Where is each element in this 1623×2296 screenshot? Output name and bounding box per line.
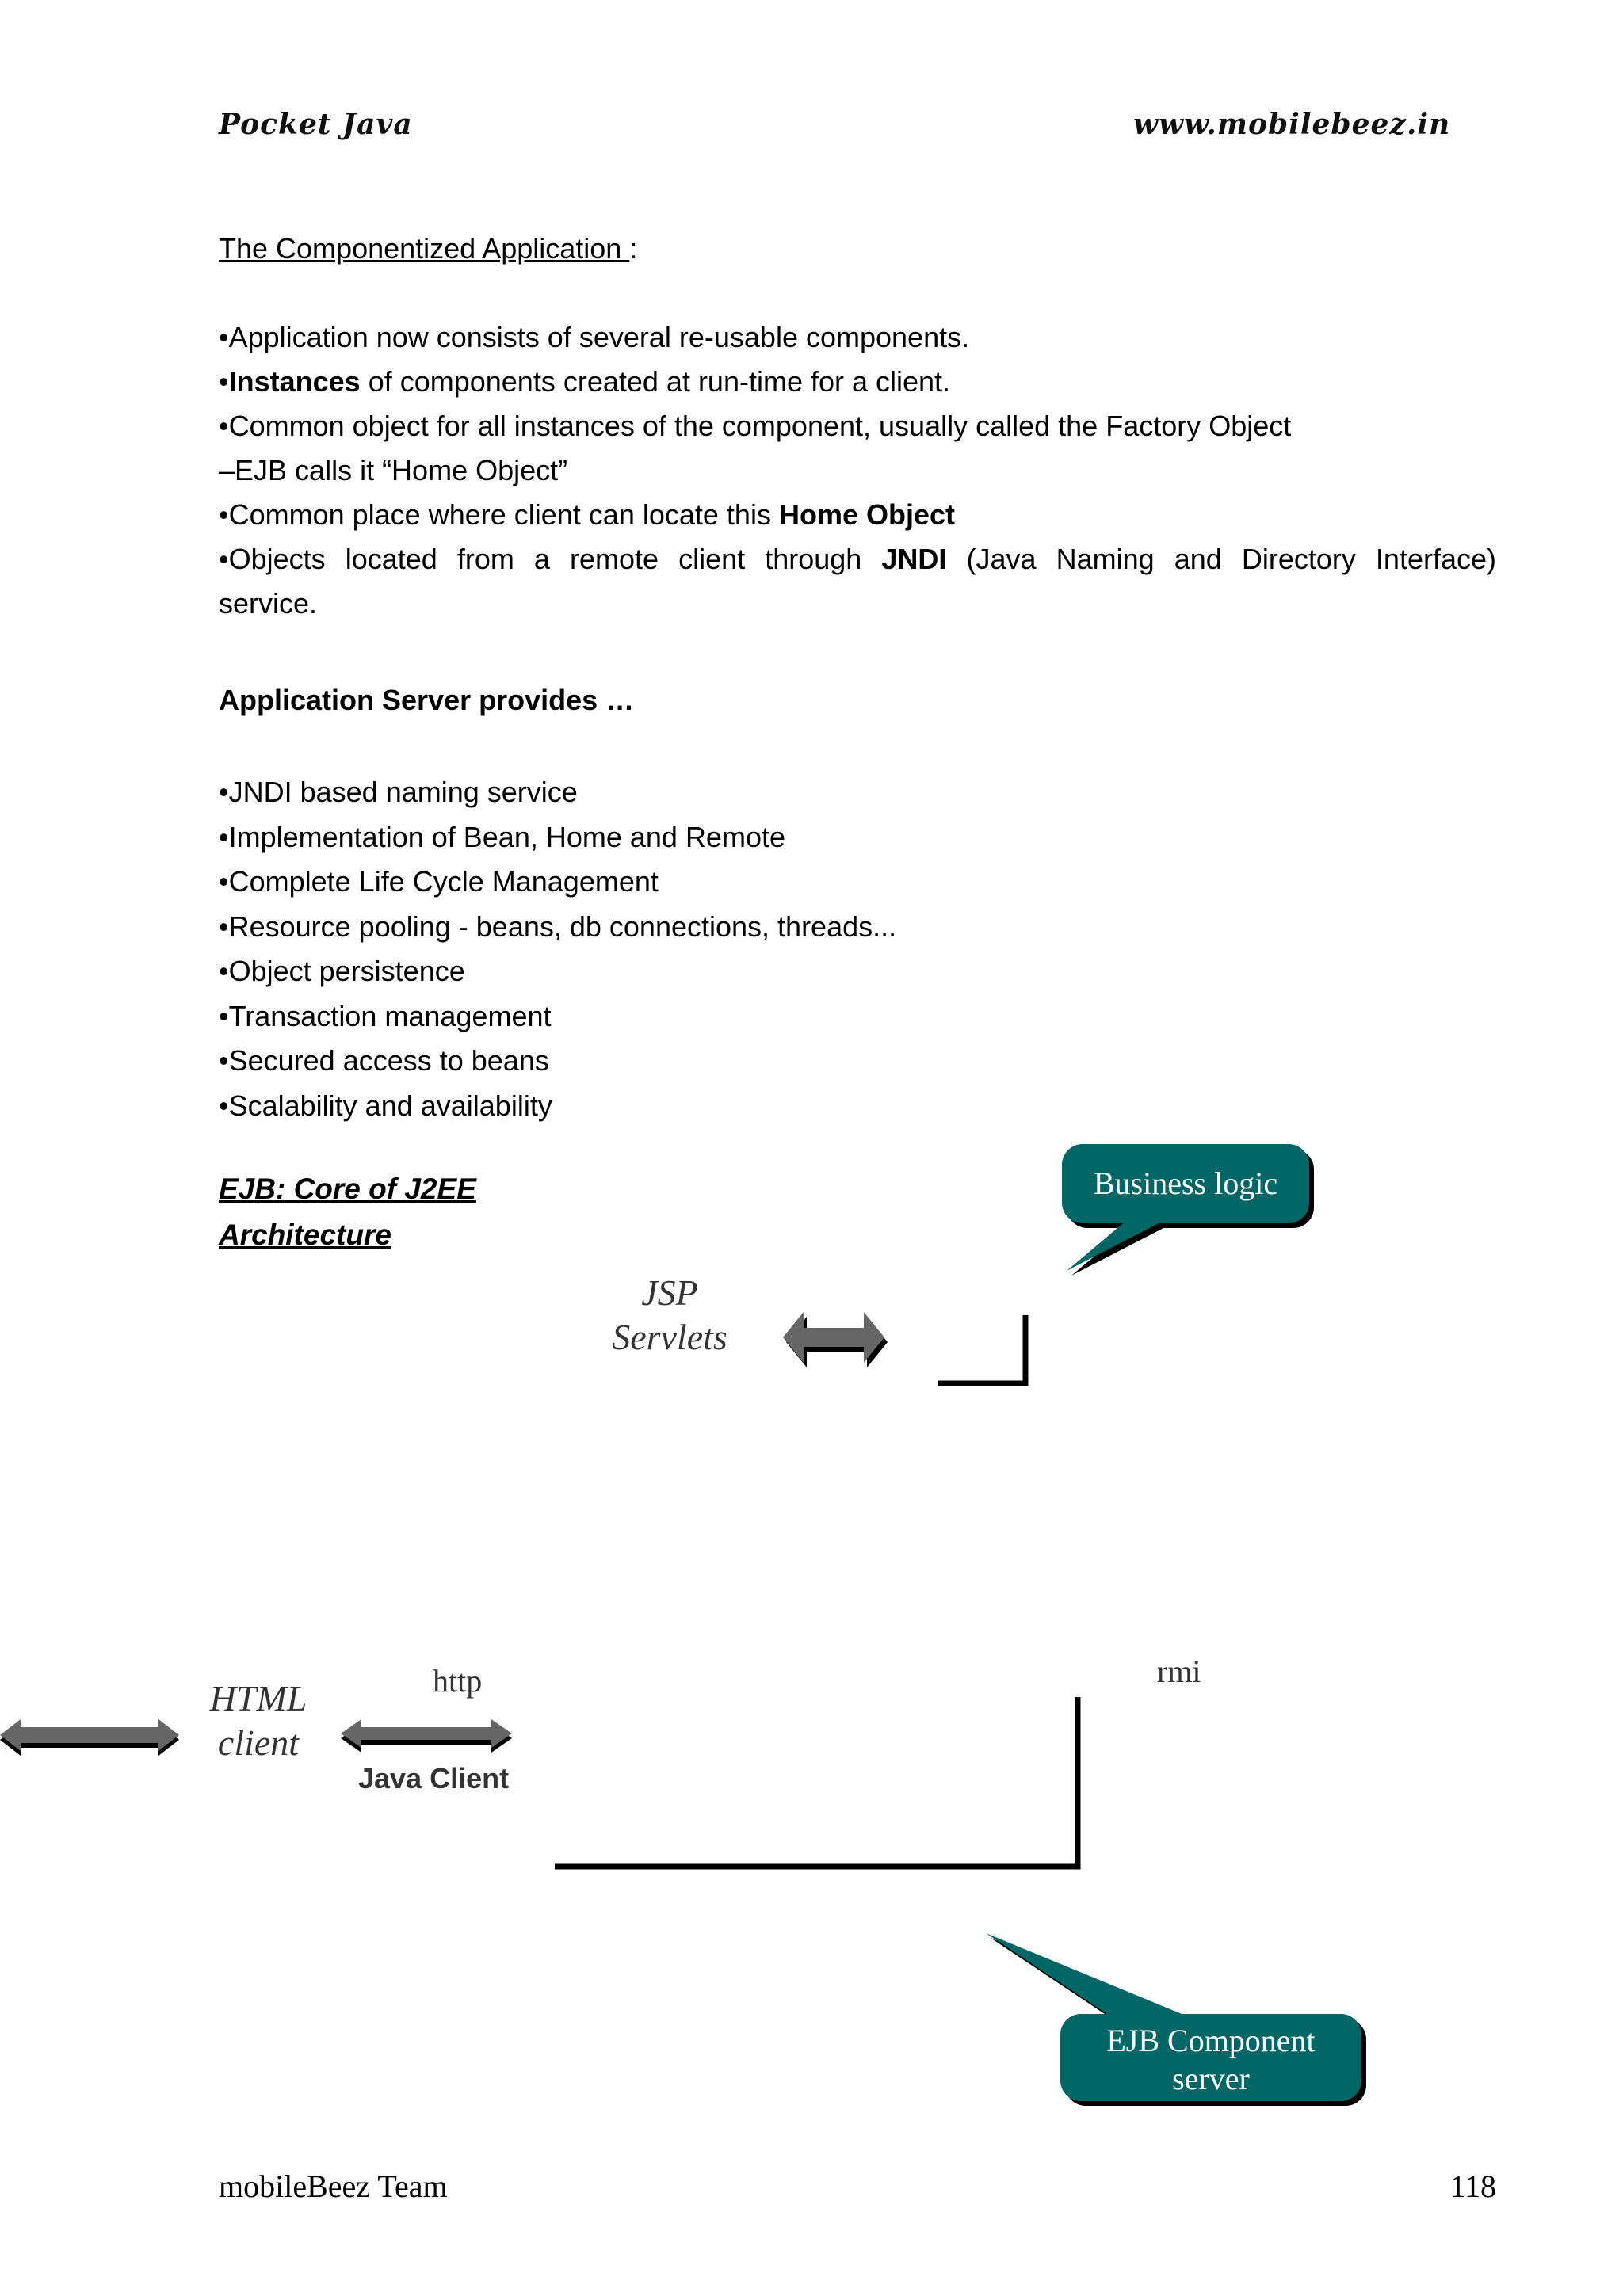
bullet-jndi-continuation: service. bbox=[219, 587, 318, 620]
callout-top-text: Business logic bbox=[1093, 1165, 1278, 1201]
connector-line-top bbox=[938, 1315, 1025, 1383]
header-title: Pocket Java bbox=[219, 108, 413, 141]
label-java-client: Java Client bbox=[358, 1762, 510, 1794]
bullet-item: •Instances of components created at run-time for a client. bbox=[219, 365, 951, 398]
section-heading: Application Server provides … bbox=[219, 684, 635, 716]
diagram-title: EJB: Core of J2EE Architecture bbox=[219, 1173, 476, 1251]
bullet-item: •Implementation of Bean, Home and Remote bbox=[219, 820, 785, 853]
bullet-item: •Common place where client can locate this Home Object bbox=[219, 498, 955, 531]
bullet-item: •Secured access to beans bbox=[219, 1044, 549, 1077]
arrow-jsp bbox=[783, 1312, 888, 1367]
bullet-item: •Object persistence bbox=[219, 955, 465, 987]
callout-bottom-text: EJB Component server bbox=[1106, 2023, 1316, 2096]
bullet-item: •Application now consists of several re-usable components. bbox=[219, 321, 970, 353]
bullet-jndi: •Objects located from a remote client through JNDI (Java Naming and Directory Interface) bbox=[219, 543, 1496, 575]
arrow-http bbox=[341, 1719, 512, 1753]
footer-author: mobileBeez Team bbox=[219, 2168, 448, 2204]
label-html-client: HTML client bbox=[209, 1678, 307, 1763]
label-jsp-servlets: JSP Servlets bbox=[612, 1272, 727, 1357]
connector-line-bottom bbox=[555, 1697, 1078, 1867]
label-rmi: rmi bbox=[1157, 1653, 1201, 1689]
bullet-item: •JNDI based naming service bbox=[219, 776, 578, 808]
bullet-item: •Transaction management bbox=[219, 999, 552, 1032]
section-title: The Componentized Application : bbox=[219, 232, 638, 265]
page-number: 118 bbox=[1449, 2168, 1496, 2204]
bullet-item: •Resource pooling - beans, db connections, threads... bbox=[219, 910, 897, 943]
bullet-item: •Common object for all instances of the component, usually called the Factory Object bbox=[219, 410, 1292, 442]
bullet-item: –EJB calls it “Home Object” bbox=[219, 454, 568, 486]
arrow-left-edge bbox=[0, 1719, 179, 1756]
bullet-item: •Scalability and availability bbox=[219, 1089, 552, 1122]
callout-business-logic bbox=[1062, 1144, 1314, 1276]
bullet-item: •Complete Life Cycle Management bbox=[219, 865, 659, 898]
header-website: www.mobilebeez.in bbox=[1133, 108, 1451, 141]
label-http: http bbox=[433, 1663, 483, 1699]
